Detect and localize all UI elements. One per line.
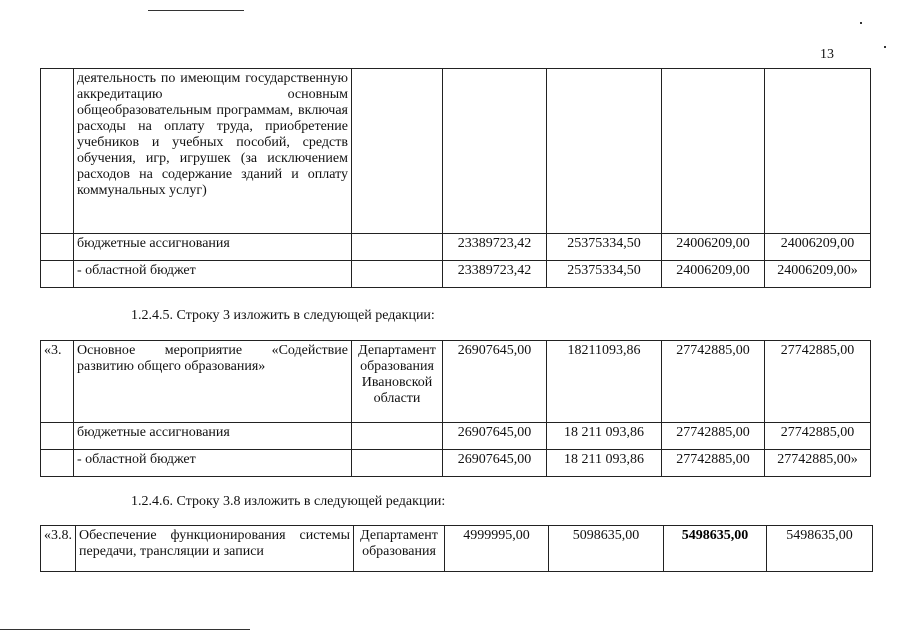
value-col1: 26907645,00 <box>443 423 547 450</box>
value-col4: 24006209,00 <box>765 234 871 261</box>
value-col2: 5098635,00 <box>549 526 664 572</box>
table-row <box>41 261 871 288</box>
row-code <box>41 450 74 477</box>
value-col3 <box>662 69 765 234</box>
row-description: - областной бюджет <box>74 261 352 288</box>
value-col2: 18 211 093,86 <box>547 423 662 450</box>
row-description: бюджетные ассигнования <box>74 234 352 261</box>
table-row-3-8 <box>40 525 873 572</box>
value-col2: 18211093,86 <box>547 341 662 423</box>
value-col4: 24006209,00» <box>765 261 871 288</box>
row-code: «3. <box>41 341 74 423</box>
row-description: деятельность по имеющим государственную аккредитацию основным общеобразовательным программам, включая расходы на оплату труда, приобретение учебников и учебных пособий, средств обучения, игр, игрушек (за исключением расходов на содержание зданий и оплату коммунальных услуг) <box>74 69 352 234</box>
value-col4 <box>765 69 871 234</box>
table-row <box>41 526 873 572</box>
value-col1: 26907645,00 <box>443 341 547 423</box>
page-number: 13 <box>820 47 834 62</box>
table-continuation <box>40 68 871 288</box>
row-code <box>41 234 74 261</box>
value-col1 <box>443 69 547 234</box>
bottom-rule <box>0 629 250 630</box>
value-col2: 25375334,50 <box>547 234 662 261</box>
table-row <box>41 234 871 261</box>
table-row <box>41 423 871 450</box>
row-executor <box>352 69 443 234</box>
instruction-paragraph: 1.2.4.5. Строку 3 изложить в следующей редакции: <box>131 308 435 323</box>
row-description: Основное мероприятие «Содействие развитию общего образования» <box>74 341 352 423</box>
value-col2 <box>547 69 662 234</box>
table-row-3 <box>40 340 871 477</box>
table-row <box>41 341 871 423</box>
row-description: - областной бюджет <box>74 450 352 477</box>
row-executor <box>352 234 443 261</box>
value-col4: 27742885,00» <box>765 450 871 477</box>
value-col3: 27742885,00 <box>662 341 765 423</box>
row-executor: Департамент образования <box>354 526 445 572</box>
row-code <box>41 423 74 450</box>
table-row <box>41 69 871 234</box>
scan-speck <box>884 46 886 48</box>
row-description: бюджетные ассигнования <box>74 423 352 450</box>
value-col3: 27742885,00 <box>662 423 765 450</box>
row-code <box>41 69 74 234</box>
value-col1: 23389723,42 <box>443 261 547 288</box>
value-col2: 18 211 093,86 <box>547 450 662 477</box>
value-col3: 5498635,00 <box>664 526 767 572</box>
top-rule <box>148 10 244 11</box>
value-col1: 23389723,42 <box>443 234 547 261</box>
value-col4: 27742885,00 <box>765 423 871 450</box>
scan-speck <box>860 22 862 24</box>
row-description: Обеспечение функционирования системы передачи, трансляции и записи <box>76 526 354 572</box>
value-col4: 5498635,00 <box>767 526 873 572</box>
row-executor <box>352 261 443 288</box>
row-executor <box>352 450 443 477</box>
table-row <box>41 450 871 477</box>
value-col1: 26907645,00 <box>443 450 547 477</box>
value-col2: 25375334,50 <box>547 261 662 288</box>
row-executor <box>352 423 443 450</box>
value-col3: 27742885,00 <box>662 450 765 477</box>
value-col4: 27742885,00 <box>765 341 871 423</box>
value-col3: 24006209,00 <box>662 261 765 288</box>
row-code <box>41 261 74 288</box>
value-col1: 4999995,00 <box>445 526 549 572</box>
row-executor: Департамент образования Ивановской области <box>352 341 443 423</box>
value-col3: 24006209,00 <box>662 234 765 261</box>
instruction-paragraph: 1.2.4.6. Строку 3.8 изложить в следующей редакции: <box>131 494 446 509</box>
row-code: «3.8. <box>41 526 76 572</box>
